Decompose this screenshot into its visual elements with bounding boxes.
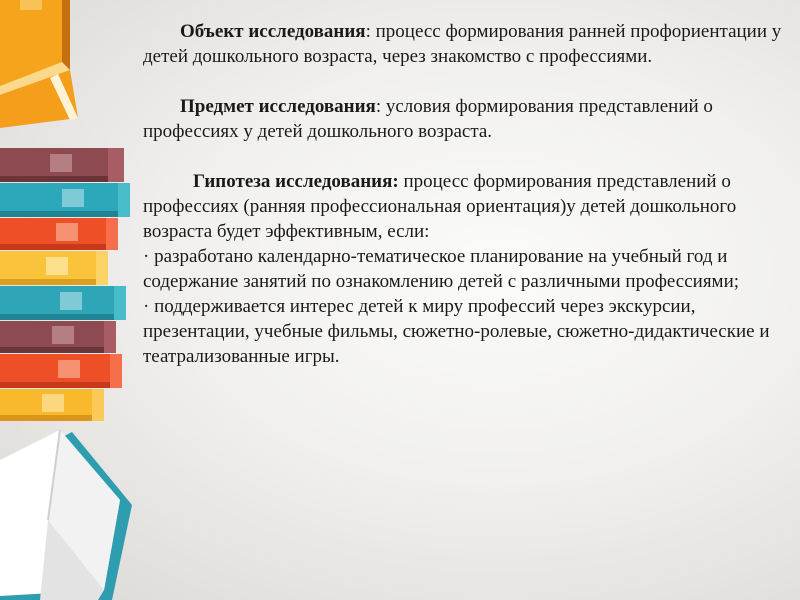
research-object-text: : процесс формирования ранней профориентации у детей дошкольного возраста, через знакомство с профессиями. (143, 21, 782, 67)
research-hypothesis-text: процесс формирования представлений о профессиях (ранняя профессиональная ориентация)у детей дошкольного возраста будет эффективным, если: (143, 171, 737, 242)
book-stack-illustration (0, 148, 130, 421)
research-subject-paragraph (143, 94, 783, 144)
open-book-illustration (0, 430, 132, 600)
research-object-term: Объект исследования (180, 21, 366, 42)
research-subject-text: : условия формирования представлений о профессиях у детей дошкольного возраста. (143, 96, 713, 142)
research-object-paragraph (143, 19, 783, 69)
closed-book-illustration (0, 0, 78, 128)
research-subject-term: Предмет исследования (180, 96, 376, 117)
research-hypothesis-paragraph (143, 169, 783, 244)
research-description (143, 19, 783, 369)
research-hypothesis-term: Гипотеза исследования: (193, 171, 399, 192)
hypothesis-bullet-item: · поддерживается интерес детей к миру профессий через экскурсии, презентации, учебные фильмы, сюжетно-ролевые, сюжетно-дидактические и театрализованные игры. (143, 296, 770, 367)
hypothesis-bullet-item: · разработано календарно-тематическое планирование на учебный год и содержание занятий по ознакомлению детей с различными профессиями; (143, 246, 740, 292)
